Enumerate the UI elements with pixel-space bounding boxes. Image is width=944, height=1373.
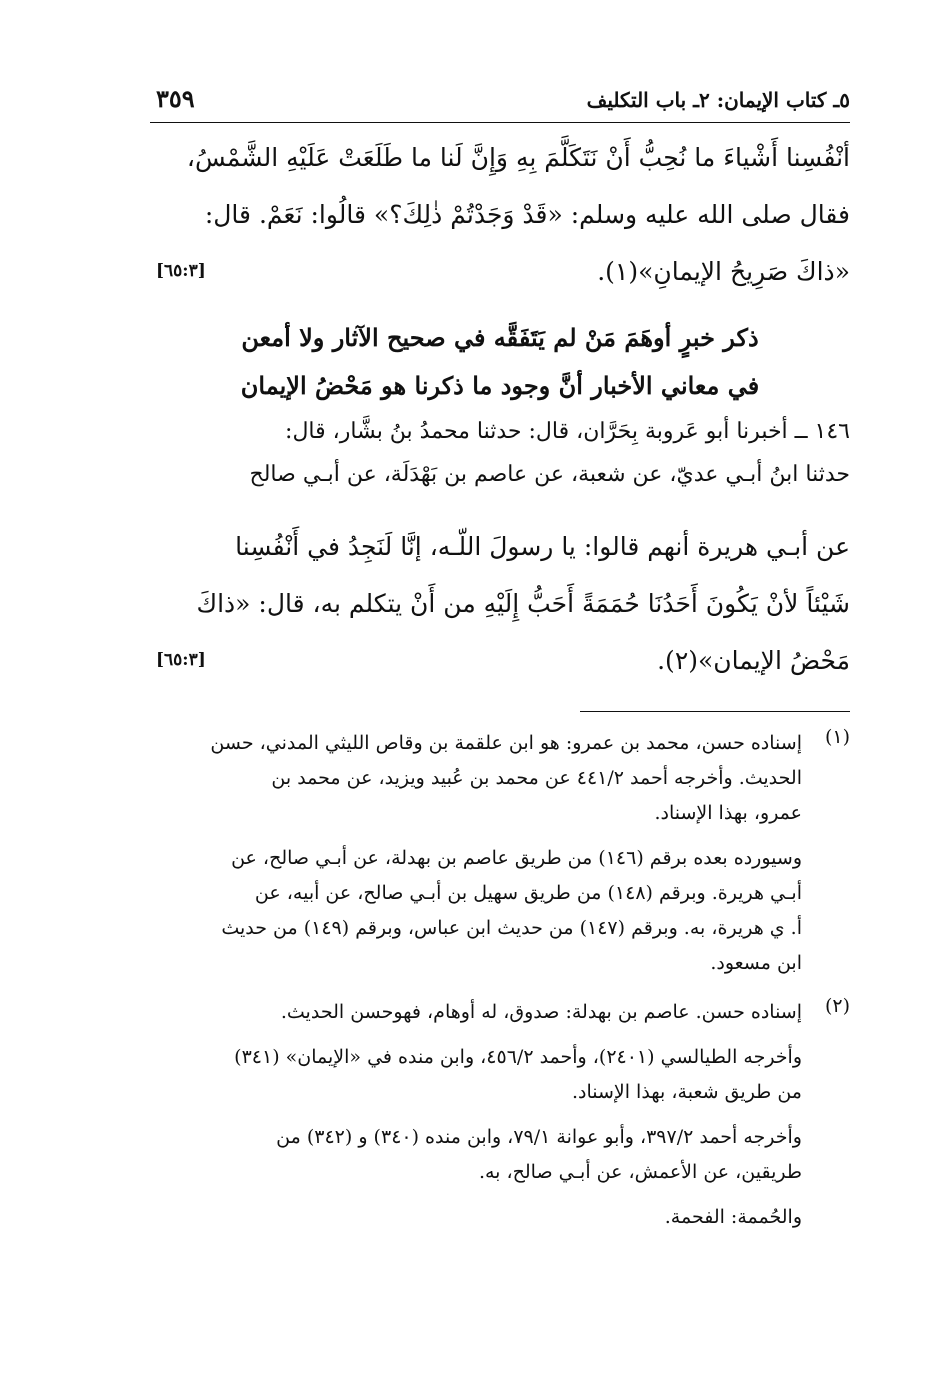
- text-line-with-reference: [150, 632, 850, 689]
- matn-line: مَحْضُ الإيمان»(٢).: [657, 646, 850, 675]
- book-page: [150, 78, 850, 1235]
- section-heading: في معاني الأخبار أنَّ وجود ما ذكرنا هو مَحْضُ الإيمان: [240, 371, 760, 400]
- footnote-line: عمرو، بهذا الإسناد.: [654, 802, 802, 824]
- isnad-line: حدثنا ابنُ أبـي عديّ، عن شعبة، عن عاصم بن بَهْدَلَة، عن أبـي صالح: [249, 462, 850, 487]
- text-line-with-reference: [150, 243, 850, 300]
- footnote-separator: [580, 711, 850, 712]
- footnote-number: (٢): [824, 995, 850, 1017]
- footnote: [150, 726, 850, 981]
- footnotes: [150, 726, 850, 1235]
- footnote-number: (١): [824, 726, 850, 748]
- main-text: [150, 129, 850, 689]
- footnote-line: وأخرجه أحمد ٣٩٧/٢، وأبو عوانة ٧٩/١، وابن منده (٣٤٠) و (٣٤٢) من: [276, 1126, 802, 1148]
- footnote: [150, 995, 850, 1235]
- footnote-line: من طريق شعبة، بهذا الإسناد.: [571, 1081, 802, 1103]
- isnad-line: ١٤٦ ــ أخبرنا أبو عَروبة بِحَرَّان، قال: حدثنا محمدُ بنُ بشَّار، قال:: [285, 419, 850, 444]
- footnote-line: طريقين، عن الأعمش، عن أبـي صالح، به.: [478, 1161, 802, 1183]
- running-header: [150, 78, 850, 123]
- text-line: أنْفُسِنا أَشْياءَ ما نُحِبُّ أَنْ نَتَكَلَّمَ بِهِ وَإِنَّ لَنا ما طَلَعَتْ عَلَيْهِ الشَّمْسُ،: [186, 143, 850, 172]
- text-line: فقال صلى الله عليه وسلم: «قَدْ وَجَدْتُمْ ذٰلِكَ؟» قالُوا: نَعَمْ. قال:: [204, 200, 850, 229]
- page-number: ٣٥٩: [156, 84, 195, 113]
- matn-line: شَيْئاً لأنْ يَكُونَ أَحَدُنَا حُمَمَةً أَحَبُّ إِلَيْهِ من أَنْ يتكلم به، قال: «ذاكَ: [196, 589, 850, 618]
- footnote-line: إسناده حسن. عاصم بن بهدلة: صدوق، له أوهام، فهوحسن الحديث.: [280, 1001, 802, 1023]
- matn-line: عن أبـي هريرة أنهم قالوا: يا رسولَ اللّـه، إنَّا لَنَجِدُ في أَنْفُسِنا: [235, 532, 850, 561]
- footnote-line: ابن مسعود.: [710, 952, 802, 974]
- footnote-line: أ. ي هريرة، به. وبرقم (١٤٧) من حديث ابن عباس، وبرقم (١٤٩) من حديث: [221, 917, 802, 939]
- footnote-line: وسيورده بعده برقم (١٤٦) من طريق عاصم بن بهدلة، عن أبـي صالح، عن: [231, 847, 802, 869]
- section-heading: ذكر خبرٍ أوهَمَ مَنْ لم يَتَفَقَّه في صحيح الآثار ولا أمعن: [241, 323, 759, 352]
- footnote-line: وأخرجه الطيالسي (٢٤٠١)، وأحمد ٤٥٦/٢، وابن منده في «الإيمان» (٣٤١): [234, 1046, 802, 1068]
- footnote-line: والحُممة: الفحمة.: [664, 1206, 802, 1228]
- footnote-line: الحديث. وأخرجه أحمد ٤٤١/٢ عن محمد بن عُبيد ويزيد، عن محمد بن: [271, 767, 802, 789]
- text-line: «ذاكَ صَرِيحُ الإيمانِ»(١).: [597, 257, 850, 286]
- chapter-title: ٥ـ كتاب الإيمان: ٢ـ باب التكليف: [586, 88, 850, 112]
- source-reference: [٦٥:٣]: [156, 261, 206, 281]
- footnote-line: إسناده حسن، محمد بن عمرو: هو ابن علقمة بن وقاص الليثي المدني، حسن: [210, 732, 802, 754]
- source-reference: [٦٥:٣]: [156, 650, 206, 670]
- footnote-line: أبـي هريرة. وبرقم (١٤٨) من طريق سهيل بن أبـي صالح، عن أبيه، عن: [254, 882, 802, 904]
